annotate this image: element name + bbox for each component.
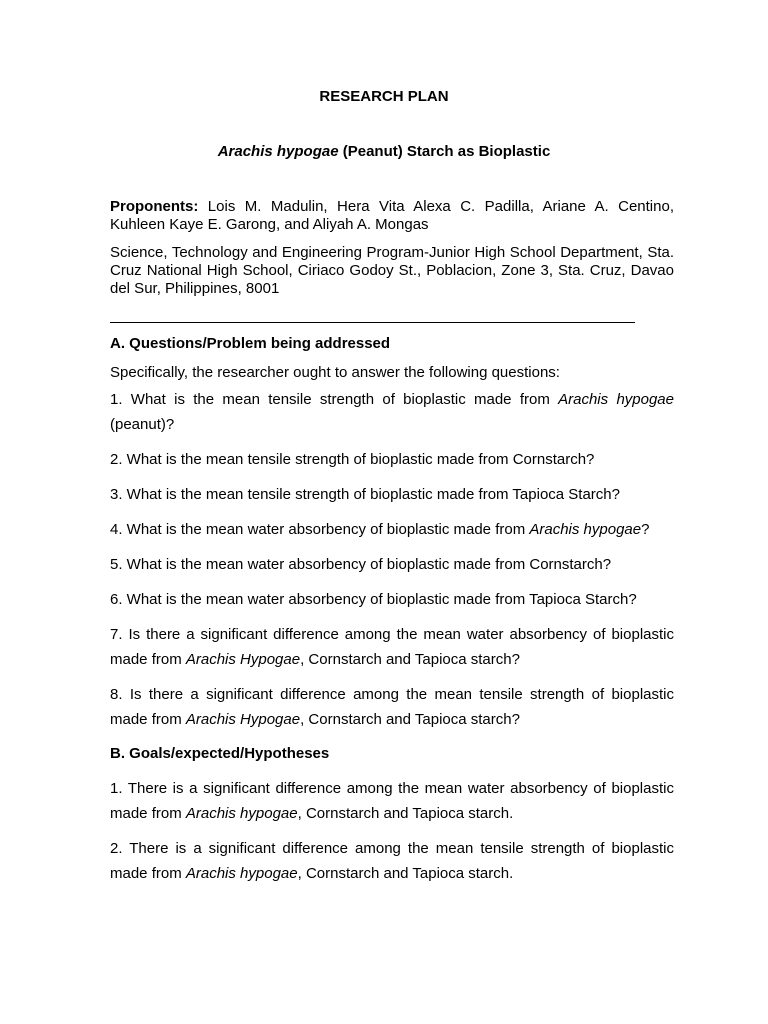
question-6: 6. What is the mean water absorbency of bioplastic made from Tapioca Starch? [110,591,637,608]
question-4-text: 4. What is the mean water absorbency of bioplastic made from [110,521,530,538]
question-8-tail: , Cornstarch and Tapioca starch? [300,711,520,728]
question-7-text: 7. Is there a significant difference among the mean water absorbency of bioplastic made from [110,626,674,668]
question-4 [110,517,674,542]
question-1-tail: (peanut)? [110,416,175,433]
question-4-species: Arachis hypogae [529,521,642,538]
section-a-heading: A. Questions/Problem being addressed [110,335,391,352]
affiliation: Science, Technology and Engineering Program-Junior High School Department, Sta. Cruz National High School, Ciriaco Godoy St., Poblacion, Zone 3, Sta. Cruz, Davao del Sur, Philippines, 8001 [110,244,674,297]
hypothesis-1-tail: , Cornstarch and Tapioca starch. [297,805,514,822]
divider-line [110,322,635,323]
hypothesis-1 [110,776,674,826]
question-4-tail: ? [641,521,650,538]
hypothesis-2-text: 2. There is a significant difference among the mean tensile strength of bioplastic made from [110,840,674,882]
question-7-tail: , Cornstarch and Tapioca starch? [300,651,520,668]
question-8-text: 8. Is there a significant difference among the mean tensile strength of bioplastic made from [110,686,674,728]
question-5: 5. What is the mean water absorbency of bioplastic made from Cornstarch? [110,556,612,573]
question-8-species: Arachis Hypogae [185,711,301,728]
hypothesis-2-species: Arachis hypogae [185,865,298,882]
hypothesis-2 [110,836,674,886]
hypothesis-1-species: Arachis hypogae [185,805,298,822]
question-7-species: Arachis Hypogae [185,651,301,668]
section-b-heading: B. Goals/expected/Hypotheses [110,745,330,762]
proponents-names: Lois M. Madulin, Hera Vita Alexa C. Padilla, Ariane A. Centino, Kuhleen Kaye E. Garong, and Aliyah A. Mongas [110,198,674,233]
question-1 [110,387,674,437]
hypothesis-1-text: 1. There is a significant difference among the mean water absorbency of bioplastic made from [110,780,674,822]
hypothesis-2-tail: , Cornstarch and Tapioca starch. [297,865,514,882]
proponents [110,198,674,234]
question-3: 3. What is the mean tensile strength of bioplastic made from Tapioca Starch? [110,486,620,503]
subtitle-species: Arachis hypogae [217,143,339,160]
question-1-species: Arachis hypogae [558,391,674,408]
document-subtitle [0,143,768,160]
subtitle-rest: (Peanut) Starch as Bioplastic [338,143,551,160]
question-7 [110,622,674,672]
question-2: 2. What is the mean tensile strength of bioplastic made from Cornstarch? [110,451,595,468]
proponents-label: Proponents: [110,198,199,215]
question-1-text: 1. What is the mean tensile strength of bioplastic made from [110,391,559,408]
question-8 [110,682,674,732]
document-title: RESEARCH PLAN [319,88,449,105]
section-a-intro: Specifically, the researcher ought to answer the following questions: [110,364,560,381]
